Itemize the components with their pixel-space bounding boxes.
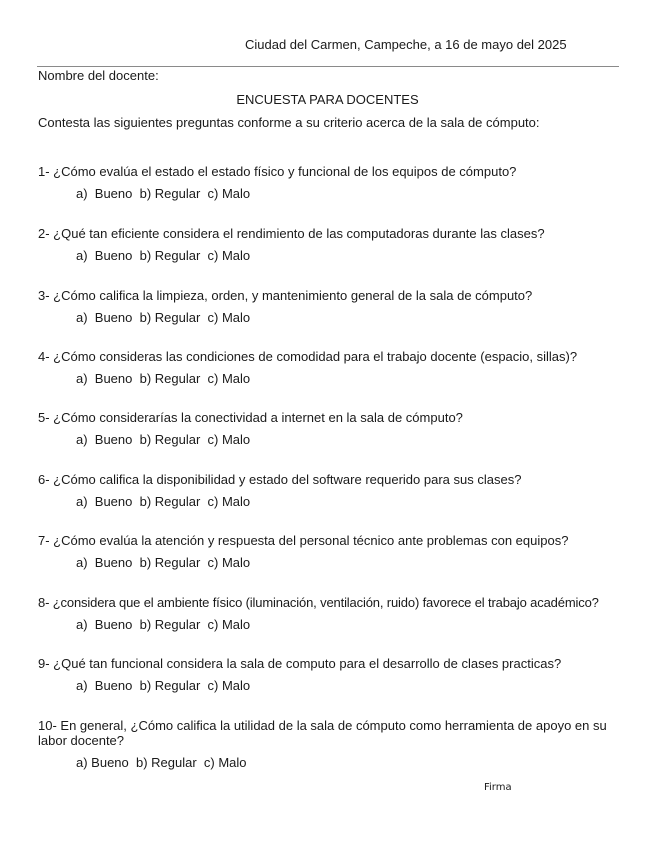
question-3 xyxy=(38,288,532,325)
question-5 xyxy=(38,410,463,447)
question-text: 3- ¿Cómo califica la limpieza, orden, y mantenimiento general de la sala de cómputo? xyxy=(38,288,533,303)
question-9 xyxy=(38,656,561,693)
teacher-name-label: Nombre del docente: xyxy=(38,68,159,83)
question-2 xyxy=(38,226,545,263)
question-options: a) Bueno b) Regular c) Malo xyxy=(76,494,251,509)
question-8 xyxy=(38,595,599,632)
question-4 xyxy=(38,349,577,386)
question-text: 5- ¿Cómo considerarías la conectividad a internet en la sala de cómputo? xyxy=(38,410,463,425)
survey-title: ENCUESTA PARA DOCENTES xyxy=(236,92,419,107)
header-divider xyxy=(37,66,619,67)
question-text: 2- ¿Qué tan eficiente considera el rendimiento de las computadoras durante las clases? xyxy=(38,226,545,241)
place-date: Ciudad del Carmen, Campeche, a 16 de mayo del 2025 xyxy=(245,37,567,52)
question-options: a) Bueno b) Regular c) Malo xyxy=(76,555,251,570)
instructions: Contesta las siguientes preguntas conforme a su criterio acerca de la sala de cómputo: xyxy=(38,115,540,130)
question-text: 10- En general, ¿Cómo califica la utilidad de la sala de cómputo como herramienta de apoyo en su labor docente? xyxy=(38,718,607,748)
question-options: a) Bueno b) Regular c) Malo xyxy=(76,371,251,386)
signature-label: Firma xyxy=(484,782,512,793)
question-text: 7- ¿Cómo evalúa la atención y respuesta del personal técnico ante problemas con equipos? xyxy=(38,533,569,548)
question-options: a) Bueno b) Regular c) Malo xyxy=(76,248,251,263)
question-text: 8- ¿considera que el ambiente físico (iluminación, ventilación, ruido) favorece el trabajo académico? xyxy=(38,595,599,610)
question-options: a) Bueno b) Regular c) Malo xyxy=(76,432,251,447)
question-text: 4- ¿Cómo consideras las condiciones de comodidad para el trabajo docente (espacio, sillas)? xyxy=(38,349,578,364)
question-7 xyxy=(38,533,568,570)
question-options: a) Bueno b) Regular c) Malo xyxy=(76,678,251,693)
question-10 xyxy=(38,718,623,770)
question-options: a) Bueno b) Regular c) Malo xyxy=(76,310,251,325)
question-options: a) Bueno b) Regular c) Malo xyxy=(76,617,251,632)
question-options: a) Bueno b) Regular c) Malo xyxy=(76,755,247,770)
question-1 xyxy=(38,164,516,201)
question-6 xyxy=(38,472,521,509)
question-text: 9- ¿Qué tan funcional considera la sala de computo para el desarrollo de clases practicas? xyxy=(38,656,562,671)
question-options: a) Bueno b) Regular c) Malo xyxy=(76,186,251,201)
question-text: 6- ¿Cómo califica la disponibilidad y estado del software requerido para sus clases? xyxy=(38,472,522,487)
question-text: 1- ¿Cómo evalúa el estado el estado físico y funcional de los equipos de cómputo? xyxy=(38,164,517,179)
